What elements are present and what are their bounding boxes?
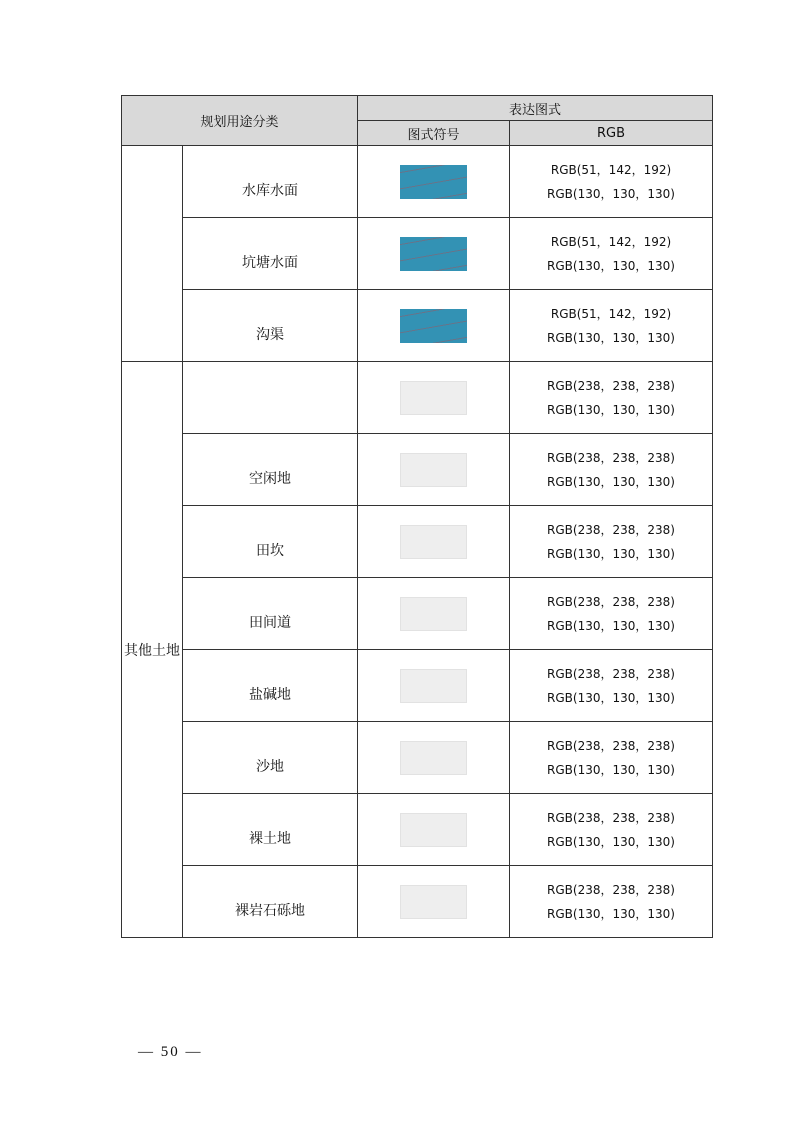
rgb-cell	[510, 578, 713, 650]
table-row	[122, 146, 713, 218]
group-cell-water	[122, 146, 183, 362]
row-name: 水库水面	[183, 146, 358, 218]
rgb-cell	[510, 794, 713, 866]
rgb-stroke: RGB(130，130，130)	[547, 906, 675, 921]
symbol-cell	[358, 650, 510, 722]
row-name	[183, 362, 358, 434]
rgb-fill: RGB(51，142，192)	[550, 234, 672, 249]
rgb-stroke: RGB(130，130，130)	[547, 546, 675, 561]
gray-swatch	[400, 381, 467, 415]
rgb-cell	[510, 722, 713, 794]
rgb-cell	[510, 290, 713, 362]
table-row	[122, 722, 713, 794]
gray-swatch	[400, 885, 467, 919]
header-symbol: 图式符号	[358, 121, 510, 146]
rgb-cell	[510, 218, 713, 290]
table-row	[122, 218, 713, 290]
gray-swatch	[400, 813, 467, 847]
rgb-stroke: RGB(130，130，130)	[547, 834, 675, 849]
legend-table	[121, 95, 713, 938]
rgb-cell	[510, 146, 713, 218]
symbol-cell	[358, 146, 510, 218]
symbol-cell	[358, 506, 510, 578]
symbol-cell	[358, 362, 510, 434]
water-swatch	[400, 309, 467, 343]
header-expression: 表达图式	[358, 96, 713, 121]
table-row	[122, 650, 713, 722]
gray-swatch	[400, 669, 467, 703]
symbol-cell	[358, 866, 510, 938]
gray-swatch	[400, 525, 467, 559]
rgb-fill: RGB(238，238，238)	[547, 810, 675, 825]
gray-swatch	[400, 741, 467, 775]
rgb-stroke: RGB(130，130，130)	[547, 258, 675, 273]
rgb-fill: RGB(238，238，238)	[547, 882, 675, 897]
symbol-cell	[358, 578, 510, 650]
rgb-cell	[510, 866, 713, 938]
table-row	[122, 434, 713, 506]
rgb-stroke: RGB(130，130，130)	[547, 402, 675, 417]
table-row	[122, 794, 713, 866]
rgb-stroke: RGB(130，130，130)	[547, 186, 675, 201]
rgb-cell	[510, 362, 713, 434]
rgb-stroke: RGB(130，130，130)	[547, 690, 675, 705]
rgb-stroke: RGB(130，130，130)	[547, 474, 675, 489]
rgb-fill: RGB(238，238，238)	[547, 450, 675, 465]
water-swatch	[400, 237, 467, 271]
table-row	[122, 506, 713, 578]
row-name: 田坎	[183, 506, 358, 578]
gray-swatch	[400, 597, 467, 631]
rgb-fill: RGB(238，238，238)	[547, 378, 675, 393]
row-name: 盐碱地	[183, 650, 358, 722]
gray-swatch	[400, 453, 467, 487]
header-category: 规划用途分类	[122, 96, 358, 146]
table-row	[122, 362, 713, 434]
rgb-cell	[510, 434, 713, 506]
symbol-cell	[358, 434, 510, 506]
water-swatch	[400, 165, 467, 199]
rgb-fill: RGB(238，238，238)	[547, 522, 675, 537]
row-name: 沙地	[183, 722, 358, 794]
table-row	[122, 578, 713, 650]
page-number: — 50 —	[138, 1044, 203, 1060]
row-name: 裸岩石砾地	[183, 866, 358, 938]
table-row	[122, 290, 713, 362]
rgb-fill: RGB(51，142，192)	[550, 306, 672, 321]
header-rgb: RGB	[510, 121, 713, 146]
symbol-cell	[358, 218, 510, 290]
rgb-fill: RGB(51，142，192)	[550, 162, 672, 177]
table-row	[122, 866, 713, 938]
rgb-fill: RGB(238，238，238)	[547, 594, 675, 609]
rgb-stroke: RGB(130，130，130)	[547, 330, 675, 345]
rgb-stroke: RGB(130，130，130)	[547, 618, 675, 633]
row-name: 空闲地	[183, 434, 358, 506]
row-name: 裸土地	[183, 794, 358, 866]
group-cell-other-land: 其他土地	[122, 362, 183, 938]
symbol-cell	[358, 722, 510, 794]
rgb-cell	[510, 650, 713, 722]
symbol-cell	[358, 290, 510, 362]
rgb-fill: RGB(238，238，238)	[547, 738, 675, 753]
symbol-cell	[358, 794, 510, 866]
rgb-cell	[510, 506, 713, 578]
row-name: 沟渠	[183, 290, 358, 362]
rgb-fill: RGB(238，238，238)	[547, 666, 675, 681]
rgb-stroke: RGB(130，130，130)	[547, 762, 675, 777]
row-name: 坑塘水面	[183, 218, 358, 290]
row-name: 田间道	[183, 578, 358, 650]
